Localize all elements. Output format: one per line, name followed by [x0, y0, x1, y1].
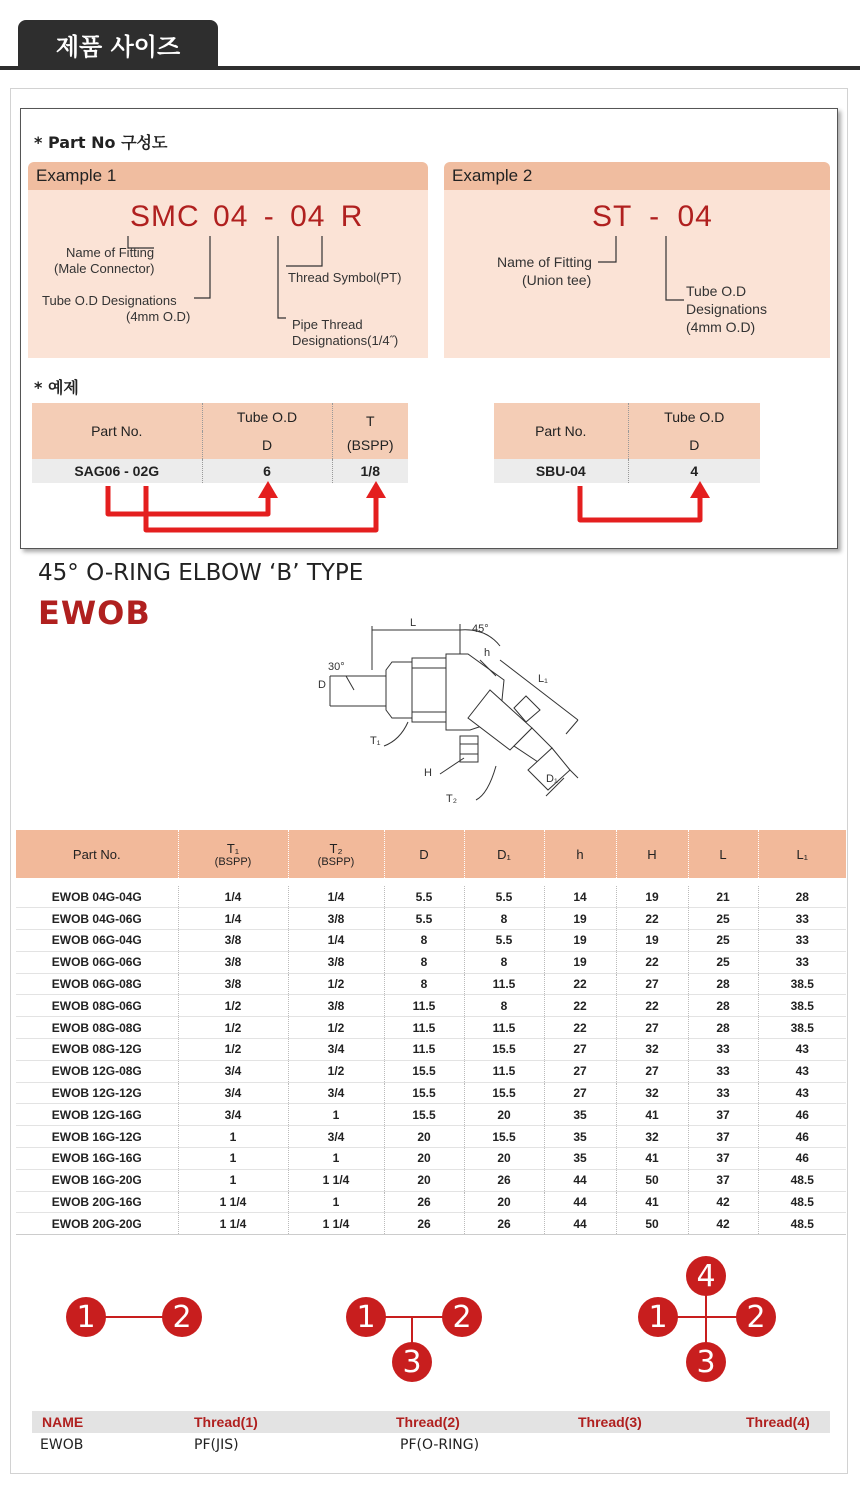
example1-label-pipe-sub: Designations(1/4˝): [292, 333, 399, 348]
four-way-port-1: 1: [638, 1297, 678, 1337]
part-no-heading: * Part No 구성도: [34, 133, 168, 152]
spec-value-cell: 5.5: [384, 908, 464, 930]
thread-row-name: EWOB: [40, 1437, 84, 1453]
spec-value-cell: 19: [616, 886, 688, 908]
spec-value-cell: 32: [616, 1126, 688, 1148]
thread-header-3: Thread(3): [578, 1414, 642, 1430]
part-no-cell: EWOB 08G-12G: [16, 1039, 178, 1061]
spec-value-cell: 1/4: [178, 908, 288, 930]
spec-header-l1: L₁: [758, 830, 846, 878]
spec-value-cell: 44: [544, 1191, 616, 1213]
spec-value-cell: 28: [688, 1017, 758, 1039]
spec-value-cell: 3/8: [178, 930, 288, 952]
spec-value-cell: 3/8: [288, 908, 384, 930]
spec-value-cell: 15.5: [384, 1082, 464, 1104]
spec-value-cell: 33: [758, 908, 846, 930]
t2-part-cell: SBU-04: [494, 459, 628, 483]
spec-value-cell: 41: [616, 1104, 688, 1126]
spec-header-d1: D₁: [464, 830, 544, 878]
product-name: EWOB: [38, 594, 151, 632]
spec-value-cell: 1/4: [288, 930, 384, 952]
part-no-cell: EWOB 06G-08G: [16, 973, 178, 995]
spec-value-cell: 26: [384, 1191, 464, 1213]
spec-value-cell: 11.5: [384, 1039, 464, 1061]
t1-d-cell: 6: [202, 459, 332, 483]
spec-value-cell: 44: [544, 1169, 616, 1191]
table-row: [16, 973, 846, 995]
three-way-port-2: 2: [442, 1297, 482, 1337]
example2-label-name: Name of Fitting: [497, 254, 592, 270]
table-row: [16, 995, 846, 1017]
example1-label-pipe: Pipe Thread: [292, 317, 363, 332]
spec-value-cell: 8: [384, 973, 464, 995]
spec-value-cell: 50: [616, 1213, 688, 1235]
code-part-smc: SMC: [130, 200, 200, 233]
part-no-cell: EWOB 12G-16G: [16, 1104, 178, 1126]
spec-value-cell: 3/8: [178, 973, 288, 995]
spec-value-cell: 33: [758, 951, 846, 973]
table-row: [16, 1191, 846, 1213]
part-no-cell: EWOB 04G-06G: [16, 908, 178, 930]
thread-header-2: Thread(2): [396, 1414, 460, 1430]
spec-value-cell: 22: [616, 995, 688, 1017]
spec-value-cell: 27: [544, 1082, 616, 1104]
t1-tube-header: Tube O.D: [202, 403, 332, 431]
spec-table: [16, 830, 846, 1235]
spec-value-cell: 19: [544, 908, 616, 930]
spec-value-cell: 38.5: [758, 1017, 846, 1039]
thread-row-1: PF(JIS): [194, 1437, 239, 1453]
dim-t2-label: T₂: [446, 793, 457, 805]
part-no-cell: EWOB 20G-16G: [16, 1191, 178, 1213]
part-no-cell: EWOB 12G-08G: [16, 1060, 178, 1082]
code-part-dash2: -: [649, 200, 661, 233]
code-part-r: R: [340, 200, 364, 233]
example1-label-name: Name of Fitting: [66, 245, 155, 260]
spec-value-cell: 22: [616, 908, 688, 930]
spec-value-cell: 11.5: [384, 995, 464, 1017]
spec-value-cell: 1 1/4: [288, 1213, 384, 1235]
spec-value-cell: 33: [688, 1082, 758, 1104]
spec-value-cell: 3/8: [288, 995, 384, 1017]
spec-value-cell: 1/2: [288, 1060, 384, 1082]
table-row: [16, 1039, 846, 1061]
example2-label-tube-2: Designations: [686, 301, 767, 317]
spec-value-cell: 48.5: [758, 1191, 846, 1213]
spec-value-cell: 3/4: [178, 1104, 288, 1126]
two-way-port-1: 1: [66, 1297, 106, 1337]
spec-value-cell: 15.5: [464, 1039, 544, 1061]
spec-value-cell: 27: [616, 1017, 688, 1039]
spec-value-cell: 5.5: [464, 886, 544, 908]
table-row: [16, 1213, 846, 1235]
part-no-cell: EWOB 04G-04G: [16, 886, 178, 908]
spec-value-cell: 8: [384, 930, 464, 952]
spec-value-cell: 25: [688, 951, 758, 973]
thread-header-4: Thread(4): [746, 1414, 810, 1430]
spec-value-cell: 46: [758, 1104, 846, 1126]
spec-value-cell: 8: [384, 951, 464, 973]
spec-value-cell: 46: [758, 1148, 846, 1170]
table-row: [16, 1169, 846, 1191]
spec-value-cell: 15.5: [464, 1126, 544, 1148]
thread-header-name: NAME: [42, 1414, 84, 1430]
two-way-port-2: 2: [162, 1297, 202, 1337]
spec-table-bottom-rule: [16, 1234, 846, 1235]
spec-value-cell: 46: [758, 1126, 846, 1148]
spec-value-cell: 8: [464, 951, 544, 973]
spec-value-cell: 1/2: [288, 1017, 384, 1039]
spec-value-cell: 35: [544, 1148, 616, 1170]
example1-label-name-sub: (Male Connector): [54, 261, 155, 276]
dim-l1-label: L₁: [538, 673, 548, 685]
spec-value-cell: 37: [688, 1169, 758, 1191]
four-way-port-2: 2: [736, 1297, 776, 1337]
part-no-cell: EWOB 20G-20G: [16, 1213, 178, 1235]
spec-header-part: Part No.: [16, 830, 178, 878]
table-row: [16, 908, 846, 930]
four-way-port-3: 3: [686, 1342, 726, 1382]
t2-tube-header: Tube O.D: [628, 403, 760, 431]
fitting-drawing: [300, 610, 600, 820]
example-arrows: [0, 0, 860, 560]
spec-value-cell: 1: [288, 1191, 384, 1213]
four-way-port-4: 4: [686, 1256, 726, 1296]
spec-value-cell: 14: [544, 886, 616, 908]
code-part-04c: 04: [677, 200, 713, 233]
spec-value-cell: 37: [688, 1126, 758, 1148]
spec-value-cell: 22: [544, 973, 616, 995]
spec-value-cell: 43: [758, 1082, 846, 1104]
spec-value-cell: 38.5: [758, 973, 846, 995]
spec-value-cell: 11.5: [464, 1017, 544, 1039]
spec-value-cell: 20: [384, 1169, 464, 1191]
spec-value-cell: 42: [688, 1213, 758, 1235]
spec-header-t2: T₂ (BSPP): [288, 830, 384, 878]
spec-value-cell: 28: [688, 973, 758, 995]
spec-value-cell: 43: [758, 1039, 846, 1061]
spec-value-cell: 33: [758, 930, 846, 952]
thread-header-1: Thread(1): [194, 1414, 258, 1430]
part-no-cell: EWOB 08G-06G: [16, 995, 178, 1017]
spec-value-cell: 21: [688, 886, 758, 908]
example1-label-tube-sub: (4mm O.D): [126, 309, 191, 324]
spec-value-cell: 3/4: [178, 1060, 288, 1082]
spec-value-cell: 11.5: [464, 1060, 544, 1082]
dim-h-label: h: [484, 647, 491, 659]
spec-value-cell: 26: [384, 1213, 464, 1235]
spec-value-cell: 5.5: [464, 930, 544, 952]
spec-value-cell: 50: [616, 1169, 688, 1191]
product-subtitle: 45° O-RING ELBOW ‘B’ TYPE: [38, 560, 364, 586]
table-row: [16, 930, 846, 952]
three-way-port-3: 3: [392, 1342, 432, 1382]
t2-d-header: D: [628, 431, 760, 459]
dim-30-label: 30°: [328, 661, 345, 673]
table-row: [16, 1060, 846, 1082]
spec-value-cell: 3/4: [288, 1126, 384, 1148]
table-row: [16, 1104, 846, 1126]
spec-value-cell: 28: [688, 995, 758, 1017]
spec-value-cell: 22: [544, 1017, 616, 1039]
arrow-to-d: [108, 486, 268, 514]
spec-value-cell: 33: [688, 1060, 758, 1082]
spec-value-cell: 1: [288, 1148, 384, 1170]
spec-header-hh: H: [616, 830, 688, 878]
spec-value-cell: 20: [464, 1104, 544, 1126]
spec-value-cell: 15.5: [384, 1060, 464, 1082]
spec-value-cell: 20: [384, 1126, 464, 1148]
spec-value-cell: 19: [544, 951, 616, 973]
code-part-04b: 04: [290, 200, 326, 233]
code-part-st: ST: [592, 200, 632, 233]
spec-value-cell: 1 1/4: [178, 1213, 288, 1235]
spec-value-cell: 1: [178, 1148, 288, 1170]
spec-header-h: h: [544, 830, 616, 878]
spec-value-cell: 20: [464, 1191, 544, 1213]
spec-value-cell: 27: [616, 973, 688, 995]
part-no-cell: EWOB 06G-06G: [16, 951, 178, 973]
spec-value-cell: 37: [688, 1148, 758, 1170]
spec-value-cell: 1 1/4: [288, 1169, 384, 1191]
spec-value-cell: 3/4: [178, 1082, 288, 1104]
spec-value-cell: 48.5: [758, 1213, 846, 1235]
part-no-cell: EWOB 12G-12G: [16, 1082, 178, 1104]
spec-value-cell: 43: [758, 1060, 846, 1082]
spec-value-cell: 33: [688, 1039, 758, 1061]
spec-value-cell: 8: [464, 995, 544, 1017]
spec-value-cell: 5.5: [384, 886, 464, 908]
spec-value-cell: 32: [616, 1082, 688, 1104]
spec-value-cell: 22: [616, 951, 688, 973]
example1-title: Example 1: [28, 162, 428, 190]
t2-d-cell: 4: [628, 459, 760, 483]
spec-value-cell: 19: [616, 930, 688, 952]
spec-value-cell: 32: [616, 1039, 688, 1061]
spec-value-cell: 20: [384, 1148, 464, 1170]
part-no-cell: EWOB 16G-12G: [16, 1126, 178, 1148]
spec-value-cell: 26: [464, 1213, 544, 1235]
spec-value-cell: 1: [178, 1126, 288, 1148]
spec-value-cell: 35: [544, 1104, 616, 1126]
spec-header-l: L: [688, 830, 758, 878]
part-no-cell: EWOB 06G-04G: [16, 930, 178, 952]
spec-value-cell: 1: [288, 1104, 384, 1126]
spec-value-cell: 27: [616, 1060, 688, 1082]
spec-value-cell: 1 1/4: [178, 1191, 288, 1213]
spec-value-cell: 1/2: [178, 1017, 288, 1039]
spec-value-cell: 1: [178, 1169, 288, 1191]
spec-value-cell: 44: [544, 1213, 616, 1235]
table-row: [16, 951, 846, 973]
t1-part-cell: SAG06 - 02G: [32, 459, 202, 483]
spec-value-cell: 15.5: [384, 1104, 464, 1126]
spec-value-cell: 19: [544, 930, 616, 952]
thread-row-2: PF(O-RING): [400, 1437, 480, 1453]
example1-label-tube: Tube O.D Designations: [42, 293, 177, 308]
code-part-dash: -: [263, 200, 275, 233]
code-part-04a: 04: [213, 200, 249, 233]
example2-label-tube-sub: (4mm O.D): [686, 319, 756, 335]
spec-table-body: [16, 878, 846, 1235]
spec-value-cell: 1/2: [288, 973, 384, 995]
dim-t1-label: T₁: [370, 735, 381, 747]
example2-label-name-sub: (Union tee): [522, 272, 592, 288]
spec-value-cell: 28: [758, 886, 846, 908]
page-title: 제품 사이즈: [18, 20, 218, 68]
spec-header-t1: T₁ (BSPP): [178, 830, 288, 878]
table-row: [16, 886, 846, 908]
spec-value-cell: 3/8: [178, 951, 288, 973]
spec-value-cell: 27: [544, 1039, 616, 1061]
spec-value-cell: 20: [464, 1148, 544, 1170]
part-no-cell: EWOB 16G-16G: [16, 1148, 178, 1170]
spec-value-cell: 11.5: [464, 973, 544, 995]
t1-t-header: T: [332, 403, 408, 431]
spec-value-cell: 38.5: [758, 995, 846, 1017]
spec-value-cell: 8: [464, 908, 544, 930]
t1-t-cell: 1/8: [332, 459, 408, 483]
spec-value-cell: 3/4: [288, 1082, 384, 1104]
t2-part-header: Part No.: [494, 403, 628, 459]
part-no-cell: EWOB 08G-08G: [16, 1017, 178, 1039]
spec-value-cell: 22: [544, 995, 616, 1017]
part-no-cell: EWOB 16G-20G: [16, 1169, 178, 1191]
spec-value-cell: 35: [544, 1126, 616, 1148]
spec-header-d: D: [384, 830, 464, 878]
example2-title: Example 2: [444, 162, 830, 190]
arrow-to-d2: [580, 486, 700, 520]
table-row: [16, 1017, 846, 1039]
spec-value-cell: 1/2: [178, 995, 288, 1017]
spec-value-cell: 1/2: [178, 1039, 288, 1061]
spec-value-cell: 41: [616, 1148, 688, 1170]
table-row: [16, 1082, 846, 1104]
spec-value-cell: 25: [688, 930, 758, 952]
spec-value-cell: 26: [464, 1169, 544, 1191]
spec-value-cell: 1/4: [288, 886, 384, 908]
arrow-to-t: [146, 486, 376, 530]
t1-part-header: Part No.: [32, 403, 202, 459]
dim-l-label: L: [410, 617, 417, 629]
spec-value-cell: 27: [544, 1060, 616, 1082]
spec-value-cell: 11.5: [384, 1017, 464, 1039]
spec-value-cell: 41: [616, 1191, 688, 1213]
spec-value-cell: 1/4: [178, 886, 288, 908]
spec-value-cell: 3/8: [288, 951, 384, 973]
three-way-port-1: 1: [346, 1297, 386, 1337]
t1-bspp-header: (BSPP): [332, 431, 408, 459]
spec-value-cell: 15.5: [464, 1082, 544, 1104]
dim-d1-label: D₁: [546, 773, 558, 785]
spec-value-cell: 25: [688, 908, 758, 930]
example-heading: * 예제: [34, 378, 79, 397]
spec-value-cell: 3/4: [288, 1039, 384, 1061]
example1-label-thread-symbol: Thread Symbol(PT): [288, 270, 402, 285]
t1-d-header: D: [202, 431, 332, 459]
spec-value-cell: 37: [688, 1104, 758, 1126]
spec-value-cell: 48.5: [758, 1169, 846, 1191]
example2-label-tube: Tube O.D: [686, 283, 747, 299]
table-row: [16, 1148, 846, 1170]
table-row: [16, 1126, 846, 1148]
spec-value-cell: 42: [688, 1191, 758, 1213]
dim-angle-label: 45°: [472, 623, 489, 635]
dim-h2-label: H: [424, 767, 432, 779]
dim-d-label: D: [318, 679, 326, 691]
